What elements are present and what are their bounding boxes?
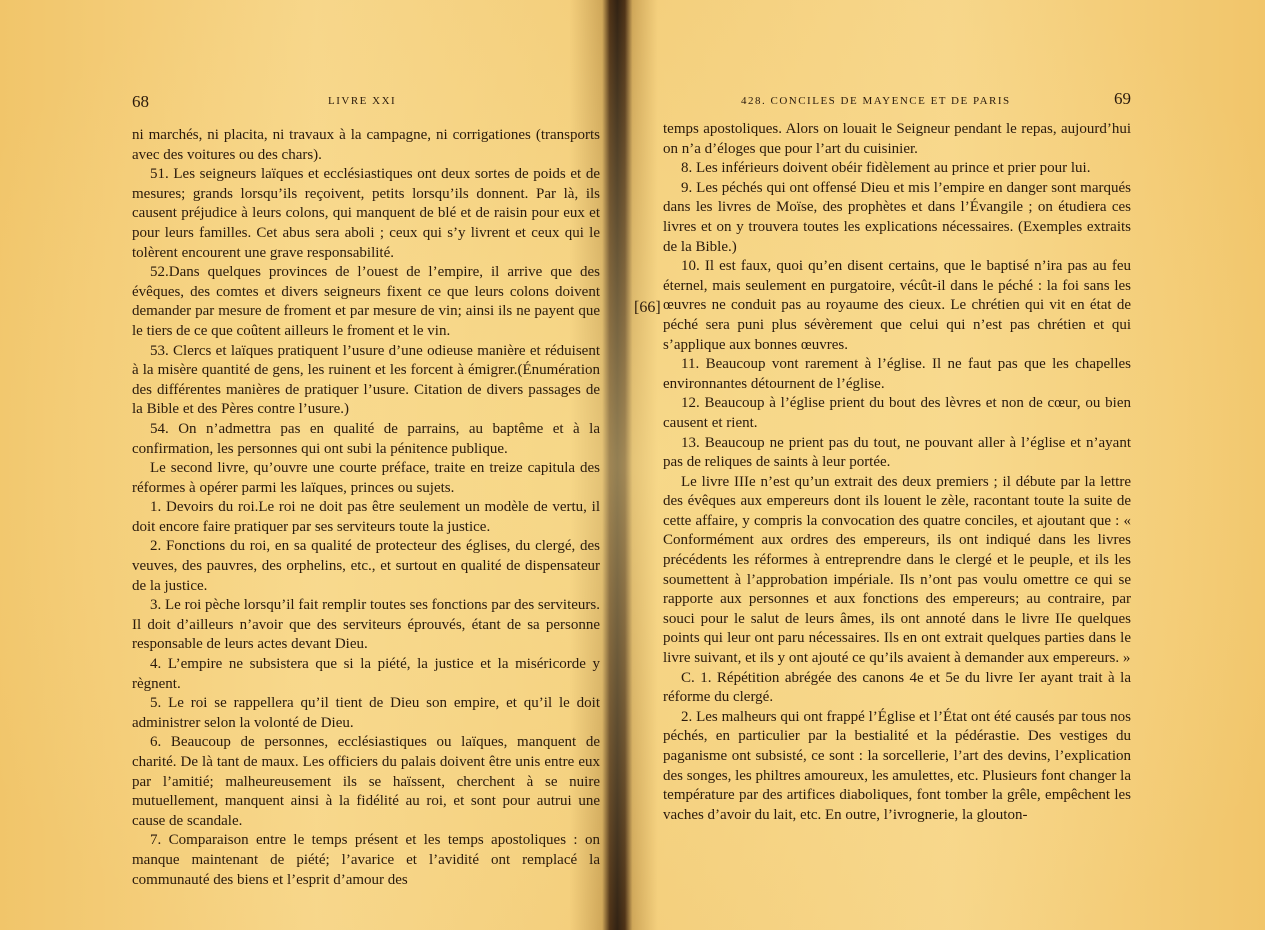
page-number: 69	[1114, 89, 1131, 108]
paragraph: 53. Clercs et laïques pratiquent l’usure d’une odieuse manière et réduisent à la misère quantité de gens, les ruinent et les forcent à émigrer.(Énumération des différentes manières de pratiquer l’usure. Citation de divers passages de la Bible et des Pères contre l’usure.)	[132, 342, 600, 418]
margin-reference: [66]	[634, 299, 661, 316]
body-text	[663, 120, 1131, 825]
paragraph: ni marchés, ni placita, ni travaux à la campagne, ni corrigationes (transports avec des voitures ou des chars).	[132, 127, 600, 163]
paragraph: 6. Beaucoup de personnes, ecclésiastiques ou laïques, manquent de charité. De là tant de maux. Les officiers du palais doivent être unis entre eux par l’amitié; malheureusement ils se haïssent, cherchent à se nuire mutuellement, manquent ainsi à la fidélité au roi, et sont pour autrui une cause de scandale.	[132, 734, 600, 829]
right-page	[626, 0, 1265, 930]
paragraph: 2. Fonctions du roi, en sa qualité de protecteur des églises, du clergé, des veuves, des pauvres, des orphelins, etc., et surtout en qualité de dispensateur de la justice.	[132, 538, 600, 594]
paragraph: 4. L’empire ne subsistera que si la piété, la justice et la miséricorde y règnent.	[132, 656, 600, 692]
paragraph: 12. Beaucoup à l’église prient du bout des lèvres et non de cœur, ou bien causent et rient.	[663, 395, 1131, 431]
paragraph: 9. Les péchés qui ont offensé Dieu et mis l’empire en danger sont marqués dans les livres de Moïse, des prophètes et dans l’Évangile ; on étudiera ces livres et on y trouvera toutes les explications nécessaires. (Exemples extraits de la Bible.)	[663, 179, 1131, 255]
paragraph: 54. On n’admettra pas en qualité de parrains, au baptême et à la confirmation, les personnes qui ont subi la pénitence publique.	[132, 420, 600, 457]
body-text	[132, 126, 600, 890]
paragraph: 10. Il est faux, quoi qu’en disent certains, que le baptisé n’ira pas au feu éternel, mais seulement en purgatoire, vécût-il dans le péché : la foi sans les œuvres ne conduit pas au royaume des cieux. Le chrétien qui vit en état de péché sera puni plus sévèrement que celui qui n’est pas chrétien et qui s’applique aux bonnes œuvres.	[663, 258, 1131, 353]
page-number: 68	[132, 92, 149, 111]
paragraph: Le second livre, qu’ouvre une courte préface, traite en treize capitula des réformes à opérer parmi les laïques, princes ou sujets.	[132, 460, 600, 496]
paragraph: 8. Les inférieurs doivent obéir fidèlement au prince et prier pour lui.	[681, 160, 1091, 177]
paragraph: 11. Beaucoup vont rarement à l’église. Il ne faut pas que les chapelles environnantes détournent de l’église.	[663, 356, 1131, 392]
paragraph: 13. Beaucoup ne prient pas du tout, ne pouvant aller à l’église et n’ayant pas de reliques de saints à leur portée.	[663, 434, 1131, 471]
paragraph: C. 1. Répétition abrégée des canons 4e et 5e du livre Ier ayant trait à la réforme du clergé.	[663, 669, 1131, 706]
paragraph: 1. Devoirs du roi.Le roi ne doit pas être seulement un modèle de vertu, il doit encore faire pratiquer par ses serviteurs toute la justice.	[132, 499, 600, 535]
running-head: 428. CONCILES DE MAYENCE ET DE PARIS	[741, 95, 1011, 107]
paragraph: Le livre IIIe n’est qu’un extrait des deux premiers ; il débute par la lettre des évêques aux empereurs dont ils louent le zèle, racontant toute la suite de cette affaire, y compris la convocation des quatre conciles, et ajoutant que : « Conformément aux ordres des empereurs, ils ont indiqué dans les livres précédents les réformes à entreprendre dans le clergé et le peuple, et ils les soumettent à l’approbation impériale. Ils n’ont pas voulu omettre ce qui se rapporte aux personnes et aux fonctions des empereurs; au contraire, par souci pour le salut de leurs âmes, ils ont annoté dans le livre IIe quelques points qui leur ont paru nécessaires. Ils en ont extrait quelques parties dans le livre suivant, et ils y ont ajouté ce qu’ils avaient à demander aux empereurs. »	[663, 473, 1131, 667]
paragraph: temps apostoliques. Alors on louait le Seigneur pendant le repas, aujourd’hui on n’a d’éloges que pour l’art du cuisinier.	[663, 121, 1131, 157]
paragraph: 5. Le roi se rappellera qu’il tient de Dieu son empire, et qu’il le doit administrer selon la volonté de Dieu.	[132, 695, 600, 731]
paragraph: 3. Le roi pèche lorsqu’il fait remplir toutes ses fonctions par des serviteurs. Il doit d’ailleurs n’avoir que des serviteurs éprouvés, étant de sa personne responsable de leurs actes devant Dieu.	[132, 597, 600, 653]
running-head: LIVRE XXI	[328, 95, 397, 107]
paragraph: 51. Les seigneurs laïques et ecclésiastiques ont deux sortes de poids et de mesures; grands lorsqu’ils reçoivent, petits lorsqu’ils donnent. Par là, ils causent préjudice à leurs colons, qui manquent de blé et de raisin pour eux et pour leurs familles. Cet abus sera aboli ; ceux qui s’y livrent et ceux qui le tolèrent encourent une grave responsabilité.	[132, 166, 600, 261]
left-page	[0, 0, 610, 930]
paragraph: 52.Dans quelques provinces de l’ouest de l’empire, il arrive que des évêques, des comtes et divers seigneurs fixent ce que leurs colons doivent demander par mesure de froment et par mesure de vin; ainsi ils ne payent que le tiers de ce que coûtent ailleurs le froment et le vin.	[132, 264, 600, 339]
paragraph: 7. Comparaison entre le temps présent et les temps apostoliques : on manque maintenant de piété; l’avarice et l’avidité ont remplacé la communauté des biens et l’esprit d’amour des	[132, 832, 600, 888]
paragraph: 2. Les malheurs qui ont frappé l’Église et l’État ont été causés par tous nos péchés, en particulier par la bestialité et la pédérastie. Des vestiges du paganisme ont subsisté, ce sont : la sorcellerie, l’art des devins, l’explication des songes, les philtres amoureux, les amulettes, etc. Plusieurs font changer la température par des artifices diaboliques, font tomber la grêle, empêchent les vaches d’avoir du lait, etc. En outre, l’ivrognerie, la glouton-	[663, 708, 1131, 823]
